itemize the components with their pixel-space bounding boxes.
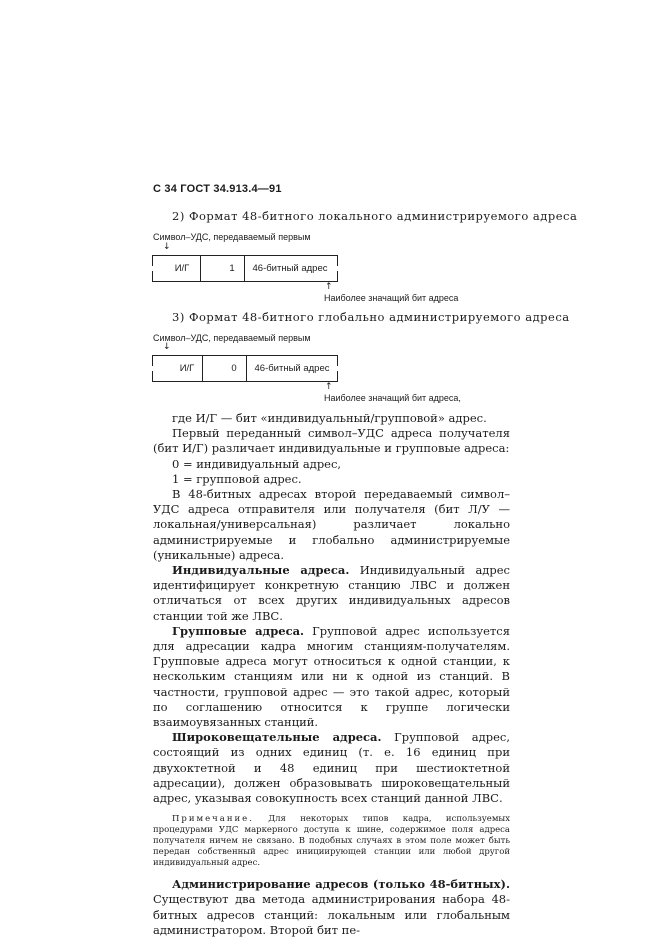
body-text <box>153 411 510 938</box>
cell-ig: И/Г <box>179 363 195 374</box>
arrow-down-icon: ↓ <box>163 242 171 252</box>
page-header: С 34 ГОСТ 34.913.4—91 <box>153 183 282 195</box>
section-2-caption-top: Символ–УДС, передаваемый первым <box>153 232 311 242</box>
section-3-heading: 3) Формат 48-битного глобально администрируемого адреса <box>172 310 570 324</box>
paragraph-broadcast-addresses <box>153 730 510 806</box>
section-2-caption-bottom: Наиболее значащий бит адреса <box>324 293 459 303</box>
paragraph: Первый переданный символ–УДС адреса получателя (бит И/Г) различает индивидуальные и групповые адреса: <box>153 426 510 456</box>
paragraph-group-addresses <box>153 624 510 730</box>
frame-edge-left <box>152 356 153 366</box>
section-2-address-frame <box>152 255 338 282</box>
arrow-up-icon: ↑ <box>325 282 333 292</box>
note-lead: Примечание. <box>172 814 254 825</box>
paragraph-lead: Широковещательные адреса. <box>172 730 382 745</box>
frame-edge-right-bottom <box>337 371 338 381</box>
paragraph-text: Существуют два метода администрирования набора 48-битных адресов станций: локальным или глобальным администратором. Второй бит пе- <box>153 892 510 937</box>
paragraph-text: Индивидуальный адрес идентифицирует конкретную станцию ЛВС и должен отличаться от всех других индивидуальных адресов станции той же ЛВС. <box>153 563 510 623</box>
cell-divider <box>244 256 245 281</box>
frame-edge-right <box>337 356 338 366</box>
paragraph: В 48-битных адресах второй передаваемый символ–УДС адреса отправителя или получателя (бит Л/У — локальная/универсальная) различает локально администрируемые и глобально администрируемые (уникальные) адреса. <box>153 487 510 562</box>
cell-bit: 0 <box>231 363 237 374</box>
frame-edge-left <box>152 256 153 266</box>
frame-edge-right-bottom <box>337 271 338 281</box>
cell-address: 46-битный адрес <box>252 263 328 274</box>
paragraph-text: Групповой адрес используется для адресации кадра многим станциям-получателям. Групповые адреса могут относиться к одной станции, к нескольким станциям или ни к одной из станций. В частности, групповой адрес — это такой адрес, который по соглашению относится к группе логически взаимоувязанных станций. <box>153 623 510 730</box>
cell-divider <box>246 356 247 381</box>
list-item: 0 = индивидуальный адрес, <box>172 456 342 471</box>
note-text: Для некоторых типов кадра, используемых процедурами УДС маркерного доступа к шине, содержимое поля адреса получателя ничем не связано. В подобных случаях в этом поле может быть передан собственный адрес инициирующей станции или любой другой индивидуальный адрес. <box>153 814 510 869</box>
frame-edge-right <box>337 256 338 266</box>
paragraph-lead: Групповые адреса. <box>172 623 305 638</box>
cell-bit: 1 <box>229 263 235 274</box>
arrow-down-icon: ↓ <box>163 342 171 352</box>
cell-address: 46-битный адрес <box>254 363 330 374</box>
list-item: 1 = групповой адрес. <box>172 471 302 486</box>
note <box>153 814 510 869</box>
paragraph: где И/Г — бит «индивидуальный/групповой» адрес. <box>172 411 487 425</box>
cell-ig: И/Г <box>174 263 190 274</box>
cell-divider <box>202 356 203 381</box>
paragraph-address-administration <box>153 877 510 938</box>
section-3-caption-bottom: Наиболее значащий бит адреса, <box>324 393 461 403</box>
frame-edge-left-bottom <box>152 271 153 281</box>
paragraph-lead: Администрирование адресов (только 48-битных). <box>172 877 510 892</box>
arrow-up-icon: ↑ <box>325 382 333 392</box>
paragraph-lead: Индивидуальные адреса. <box>172 563 350 578</box>
paragraph-individual-addresses <box>153 563 510 624</box>
section-3-address-frame <box>152 355 338 382</box>
section-2-heading: 2) Формат 48-битного локального администрируемого адреса <box>172 209 578 223</box>
cell-divider <box>200 256 201 281</box>
paragraph-text: Групповой адрес, состоящий из одних единиц (т. е. 16 единиц при двухоктетной и 48 единиц при шестиоктетной адресации), должен образовывать широковещательный адрес, указывая совокупность всех станций данной ЛВС. <box>153 730 510 806</box>
section-3-caption-top: Символ–УДС, передаваемый первым <box>153 333 311 343</box>
frame-edge-left-bottom <box>152 371 153 381</box>
